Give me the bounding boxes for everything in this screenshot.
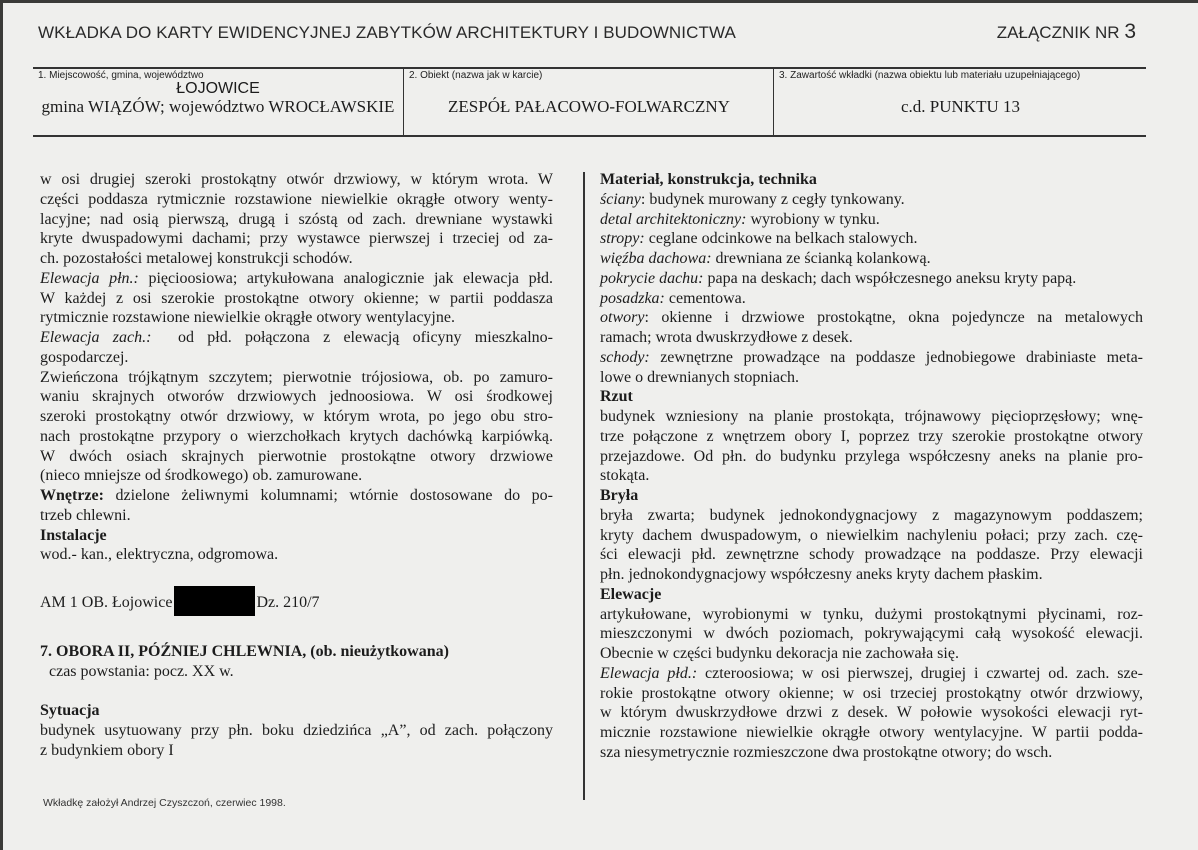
text-line: [600, 427, 1143, 447]
text-line: [40, 447, 553, 467]
line-text: pięcioosiowa; artykułowana analogicznie jak elewacja płd.: [138, 269, 553, 287]
line-text: waniu skrajnych otworów drzwiowych jednoosiowa. W osi środkowej: [40, 388, 553, 406]
italic-label: pokrycie dachu:: [600, 269, 704, 287]
italic-label: więźba dachowa:: [600, 250, 712, 267]
line-text: ch. pozostałości metalowej konstrukcji schodów.: [40, 250, 353, 267]
line-text: czteroosiowa; w osi pierwszej, drugiej i czwartej od. zach. sze-: [697, 664, 1143, 682]
scan-edge-left: [0, 0, 3, 850]
line-text: sza niesymetrycznie rozmieszczone dwa prostokątne otwory; do wsch.: [600, 743, 1053, 761]
line-text: Zwieńczona trójkątnym szczytem; pierwotnie trójosiowa, ob. po zamuro-: [40, 368, 553, 386]
text-line: [600, 565, 1143, 585]
text-line: [600, 368, 1143, 388]
right-column-text: [600, 170, 1143, 763]
text-line: [600, 210, 1143, 230]
text-line: [40, 506, 553, 526]
footer-note: Wkładkę założył Andrzej Czyszczoń, czerwiec 1998.: [43, 797, 286, 809]
section-7-title: 7. OBORA II, PÓŹNIEJ CHLEWNIA,: [40, 643, 307, 660]
text-line: [600, 526, 1143, 546]
italic-label: Elewacja płn.:: [40, 269, 139, 287]
scan-edge-top: [0, 0, 1198, 3]
line-text: ceglane odcinkowe na belkach stalowych.: [644, 230, 918, 248]
section-7-heading: [40, 642, 449, 662]
text-line: [600, 605, 1143, 625]
text-line: [600, 743, 1143, 763]
cell-object-label: 2. Obiekt (nazwa jak w karcie): [409, 70, 543, 81]
text-line: [600, 289, 1143, 309]
line-text: W każdej z osi szerokie prostokątne otwory okienne; w partii poddasza: [40, 289, 553, 307]
line-text: trzeb chlewni.: [40, 506, 131, 524]
line-text: części poddasza rytmicznie rozstawione niewielkie okrągłe otwory wenty-: [40, 190, 553, 208]
italic-label: posadzka:: [600, 289, 665, 307]
line-text: szeroki prostokątny otwór drzwiowy, w którym wrota, po jego obu stro-: [40, 408, 553, 425]
text-line: [40, 407, 553, 427]
text-line: [600, 703, 1143, 723]
line-text: lacyjne; nad osią pierwszą, drugą i szóstą od zach. drewniane wystawki: [40, 210, 553, 228]
text-line: [40, 328, 553, 348]
section-7-date: czas powstania: pocz. XX w.: [49, 663, 234, 680]
text-line: [600, 466, 1143, 486]
cell-content: [773, 69, 1147, 135]
line-text: : budynek murowany z cegły tynkowany.: [640, 190, 905, 208]
bold-label: Wnętrze:: [40, 487, 104, 504]
line-text: zewnętrzne prowadzące na poddasze jednobiegowe drabiniaste meta-: [649, 348, 1143, 366]
italic-label: otwory: [600, 309, 645, 327]
text-line: [40, 348, 553, 368]
text-line: [40, 229, 553, 249]
text-line: [40, 486, 553, 506]
text-line: [600, 624, 1143, 644]
line-text: W dwóch osiach skrajnych pierwotnie prostokątne otwory drzwiowe: [40, 447, 553, 465]
line-text: (nieco mniejsze od środkowego) ob. zamurowane.: [40, 467, 363, 485]
text-line: [600, 308, 1143, 328]
text-line: [600, 348, 1143, 368]
line-text: gospodarczej.: [40, 348, 129, 366]
line-text: kryte dwuspadowymi dachami; przy wystawce pierwszej i trzeciej od za-: [40, 230, 553, 248]
line-text: drewniana ze ścianką kolankową.: [711, 250, 931, 267]
line-text: dzielone żeliwnymi kolumnami; wtórnie dostosowane do po-: [103, 487, 553, 504]
line-text: rytmicznie rozstawione niewielkie okrągłe otwory wentylacyjne.: [40, 309, 455, 327]
cell-location-value: gmina WIĄZÓW; województwo WROCŁAWSKIE: [41, 97, 395, 116]
text-line: [600, 407, 1143, 427]
italic-label: Elewacja zach.:: [40, 329, 152, 346]
text-line: [600, 328, 1143, 348]
italic-label: detal architektoniczny:: [600, 210, 747, 228]
text-line: [40, 526, 553, 546]
text-line: [600, 684, 1143, 704]
text-line: [40, 387, 553, 407]
situation-line: z budynkiem obory I: [40, 742, 174, 759]
text-line: [40, 427, 553, 447]
line-text: kryty dachem dwuspadowym, o niewielkim nachyleniu połaci; przy zach. czę-: [600, 526, 1143, 544]
line-text: w którym dwuskrzydłowe drzwi z desek. W połowie wysokości elewacji ryt-: [600, 704, 1143, 722]
line-text: ramach; wrota dwuskrzydłowe z desek.: [600, 329, 853, 346]
text-line: [40, 466, 553, 486]
line-text: papa na deskach; dach współczesnego aneksu kryty papą.: [703, 269, 1077, 287]
line-text: przejazdowe. Od płn. do budynku przylega współczesny aneks na planie pro-: [600, 447, 1143, 465]
text-line: [40, 368, 553, 388]
bold-label: Bryła: [600, 487, 639, 504]
bold-label: Rzut: [600, 388, 633, 406]
annex-number: 3: [1124, 20, 1136, 43]
text-line: [40, 190, 553, 210]
line-text: micznie rozstawione niewielkie okrągłe otwory wentylacyjne. W partii podda-: [600, 724, 1143, 741]
italic-label: Elewacja płd.:: [600, 664, 698, 682]
cell-object-value: ZESPÓŁ PAŁACOWO-FOLWARCZNY: [448, 97, 730, 116]
line-text: lowe o drewnianych stopniach.: [600, 368, 800, 386]
cell-content-value: c.d. PUNKTU 13: [901, 97, 1020, 116]
line-text: wod.- kan., elektryczna, odgromowa.: [40, 546, 279, 564]
redaction-box: [174, 586, 255, 616]
cell-content-label: 3. Zawartość wkładki (nazwa obiektu lub materiału uzupełniającego): [779, 70, 1081, 81]
annex-label-text: ZAŁĄCZNIK NR: [996, 23, 1120, 42]
italic-label: stropy:: [600, 230, 645, 248]
text-line: [600, 229, 1143, 249]
text-line: [600, 723, 1143, 743]
column-divider: [583, 172, 585, 800]
text-line: [600, 486, 1143, 506]
cell-object: [403, 69, 774, 135]
left-column-text: [40, 170, 553, 565]
text-line: [600, 644, 1143, 664]
text-line: [40, 289, 553, 309]
text-line: [600, 170, 1143, 190]
line-text: artykułowane, wyrobionymi w tynku, dużymi prostokątnymi płycinami, roz-: [600, 605, 1143, 623]
text-line: [600, 190, 1143, 210]
situation-heading: Sytuacja: [40, 702, 100, 719]
text-line: [600, 447, 1143, 467]
line-text: cementowa.: [664, 289, 746, 307]
text-line: [600, 269, 1143, 289]
line-text: w osi drugiej szeroki prostokątny otwór drzwiowy, w którym wrota. W: [40, 171, 553, 188]
italic-label: ściany: [600, 190, 641, 208]
cell-location-place: ŁOJOWICE: [176, 80, 260, 97]
reference-line: [40, 586, 320, 616]
cell-location: [33, 69, 403, 135]
section-7-note: (ob. nieużytkowana): [310, 643, 449, 660]
text-line: [40, 545, 553, 565]
text-line: [40, 210, 553, 230]
situation-line: budynek usytuowany przy płn. boku dziedzińca „A”, od zach. połączony: [40, 722, 553, 739]
line-text: : okienne i drzwiowe prostokątne, okna pojedyncze na metalowych: [644, 309, 1143, 327]
text-line: [600, 249, 1143, 269]
text-line: [40, 269, 553, 289]
text-line: [600, 545, 1143, 565]
bold-label: Elewacje: [600, 585, 662, 603]
line-text: nach prostokątne przypory o wierzchołkach krytych dachówką karpiówką.: [40, 427, 553, 445]
reference-suffix: Dz. 210/7: [256, 594, 320, 611]
text-line: [40, 308, 553, 328]
line-text: bryła zwarta; budynek jednokondygnacjowy z magazynowym poddaszem;: [600, 506, 1143, 524]
cell-location-label: 1. Miejscowość, gmina, województwo: [38, 70, 204, 81]
document-title: WKŁADKA DO KARTY EWIDENCYJNEJ ZABYTKÓW ARCHITEKTURY I BUDOWNICTWA: [38, 23, 736, 42]
text-line: [600, 585, 1143, 605]
line-text: budynek wzniesiony na planie prostokąta, trójnawowy pięcioprzęsłowy; wnę-: [600, 408, 1143, 425]
text-line: [600, 387, 1143, 407]
line-text: rokie prostokątne otwory okienne; w osi trzeciej prostokątny otwór drzwiowy,: [600, 684, 1143, 702]
line-text: trze połączone z wnętrzem obory I, poprzez trzy szerokie prostokątne otwory: [600, 427, 1143, 445]
line-text: od płd. połączona z elewacją oficyny mieszkalno-: [151, 329, 553, 346]
bold-label: Materiał, konstrukcja, technika: [600, 171, 817, 188]
line-text: Obecnie w części budynku dekoracja nie zachowała się.: [600, 645, 959, 662]
text-line: [40, 249, 553, 269]
text-line: [600, 506, 1143, 526]
annex-label: [997, 20, 1136, 44]
line-text: ści elewacji płd. zewnętrzne schody prowadzące na poddasze. Przy elewacji: [600, 546, 1143, 564]
bold-label: Instalacje: [40, 526, 107, 544]
italic-label: schody:: [600, 348, 650, 366]
header-table: [33, 67, 1146, 137]
line-text: płn. jednokondygnacjowy współczesny aneks kryty dachem płaskim.: [600, 566, 1043, 583]
line-text: mieszczonymi w dwóch poziomach, pokrywającymi całą wysokość elewacji.: [600, 625, 1143, 643]
line-text: stokąta.: [600, 467, 650, 485]
text-line: [600, 664, 1143, 684]
line-text: wyrobiony w tynku.: [746, 210, 880, 228]
reference-prefix: AM 1 OB. Łojowice: [40, 594, 173, 611]
text-line: [40, 170, 553, 190]
